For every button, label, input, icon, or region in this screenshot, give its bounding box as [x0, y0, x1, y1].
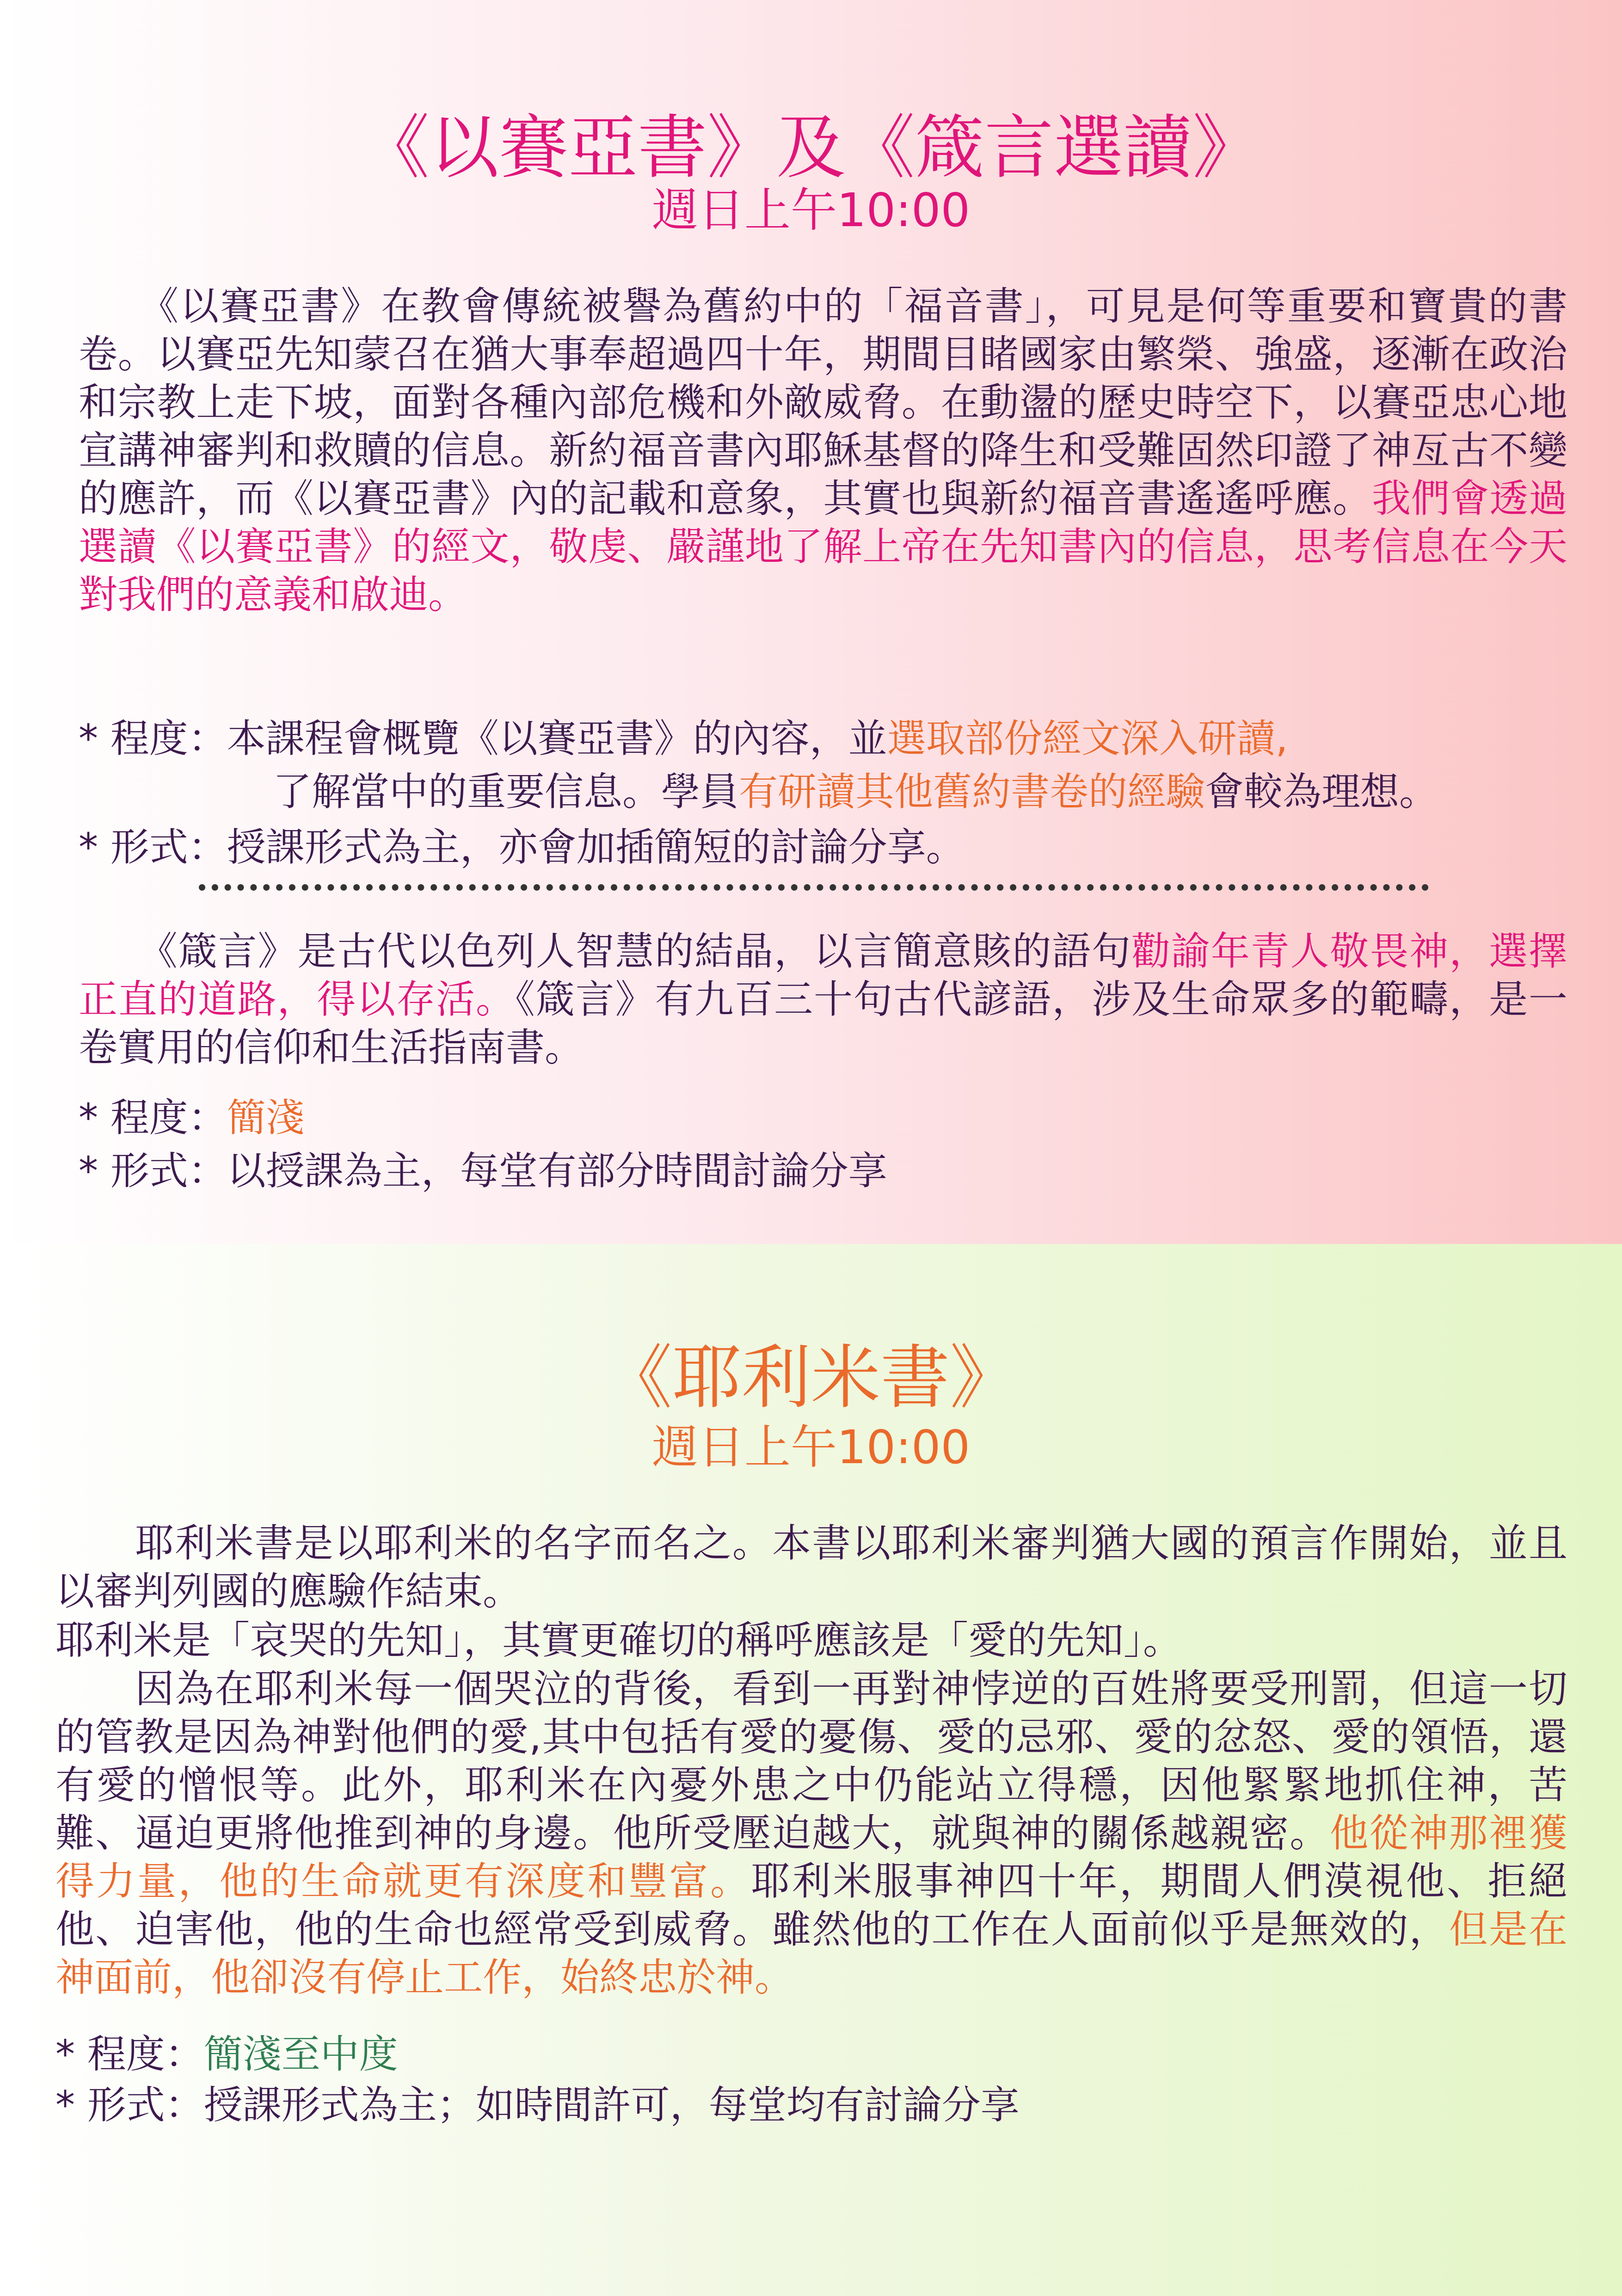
isaiah-level-continued — [273, 768, 1438, 816]
jeremiah-intro-2: 耶利米是「哀哭的先知」，其實更確切的稱呼應該是「愛的先知」。 — [55, 1618, 1182, 1663]
isaiah-level-highlight: 選取部份經文深入研讀, — [887, 716, 1288, 761]
isaiah-level — [79, 714, 1288, 763]
isaiah-intro-text: 《以賽亞書》在教會傳統被譽為舊約中的「福音書」，可見是何等重要和寶貴的書卷。以賽亞先知蒙召在猶大事奉超過四十年，期間目睹國家由繁榮、強盛，逐漸在政治和宗教上走下坡，面對各種內部危機和外敵威脅。在動盪的歷史時空下，以賽亞忠心地宣講神審判和救贖的信息。新約福音書內耶穌基督的降生和受難固然印證了神亙古不變的應許，而《以賽亞書》內的記載和意象，其實也與新約福音書遙遙呼應。 — [79, 283, 1567, 521]
jeremiah-intro-3-rest: 耶利米服事神四十年，期間人們漠視他、拒絕他、迫害他，他的生命也經常受到威脅。雖然他的工作在人面前似乎是無效的， — [55, 1859, 1567, 1952]
isaiah-level-line2: 了解當中的重要信息。學員 — [273, 769, 739, 814]
proverbs-level — [79, 1094, 305, 1142]
course1-title: 《以賽亞書》及《箴言選讀》 — [360, 108, 1262, 188]
isaiah-level-line2-highlight: 有研讀其他舊約書卷的經驗 — [739, 769, 1205, 814]
jeremiah-intro-3 — [55, 1665, 1567, 2001]
isaiah-intro — [79, 282, 1567, 619]
course2-time: 週日上午10:00 — [651, 1420, 971, 1474]
proverbs-intro-rest: 《箴言》有九百三十句古代諺語，涉及生命眾多的範疇，是一卷實用的信仰和生活指南書。 — [79, 977, 1567, 1070]
proverbs-intro-highlight: 勸諭年青人敬畏神，選擇正直的道路，得以存活。 — [79, 929, 1567, 1022]
course1-time: 週日上午10:00 — [651, 183, 971, 237]
proverbs-level-value: 簡淺 — [227, 1095, 305, 1140]
section-divider — [199, 884, 1429, 891]
jeremiah-highlight-2: 但是在神面前，他卻沒有停止工作，始終忠於神。 — [55, 1907, 1567, 2000]
jeremiah-level-value: 簡淺至中度 — [203, 2031, 398, 2077]
proverbs-format: * 形式：以授課為主，每堂有部分時間討論分享 — [79, 1148, 887, 1194]
proverbs-intro-text: 《箴言》是古代以色列人智慧的結晶，以言簡意賅的語句 — [79, 929, 1132, 974]
jeremiah-highlight-1: 他從神那裡獲得力量，他的生命就更有深度和豐富。 — [55, 1810, 1567, 1904]
course2-title: 《耶利米書》 — [602, 1338, 1019, 1418]
isaiah-format: * 形式：授課形式為主，亦會加插簡短的討論分享。 — [79, 825, 965, 870]
jeremiah-level-label: * 程度： — [55, 2031, 204, 2077]
jeremiah-intro-1: 耶利米書是以耶利米的名字而名之。本書以耶利米審判猶大國的預言作開始，並且以審判列國的應驗作結束。 — [55, 1520, 1567, 1614]
jeremiah-section — [0, 1244, 1622, 2296]
isaiah-level-line2-suffix: 會較為理想。 — [1205, 769, 1438, 814]
jeremiah-format: * 形式：授課形式為主；如時間許可，每堂均有討論分享 — [55, 2082, 1020, 2128]
jeremiah-level — [55, 2030, 398, 2078]
proverbs-level-label: * 程度： — [79, 1095, 227, 1140]
proverbs-intro — [79, 927, 1567, 1071]
jeremiah-intro-3-text: 因為在耶利米每一個哭泣的背後，看到一再對神悖逆的百姓將要受刑罰，但這一切的管教是因為神對他們的愛,其中包括有愛的憂傷、愛的忌邪、愛的忿怒、愛的領悟，還有愛的憎恨等。此外，耶利米在內憂外患之中仍能站立得穩，因他緊緊地抓住神，苦難、逼迫更將他推到神的身邊。他所受壓迫越大，就與神的關係越親密。 — [55, 1666, 1567, 1856]
isaiah-level-label: * 程度：本課程會概覽《以賽亞書》的內容，並 — [79, 716, 887, 761]
isaiah-intro-highlight: 我們會透過選讀《以賽亞書》的經文，敬虔、嚴謹地了解上帝在先知書內的信息，思考信息在今天對我們的意義和啟迪。 — [79, 476, 1567, 617]
